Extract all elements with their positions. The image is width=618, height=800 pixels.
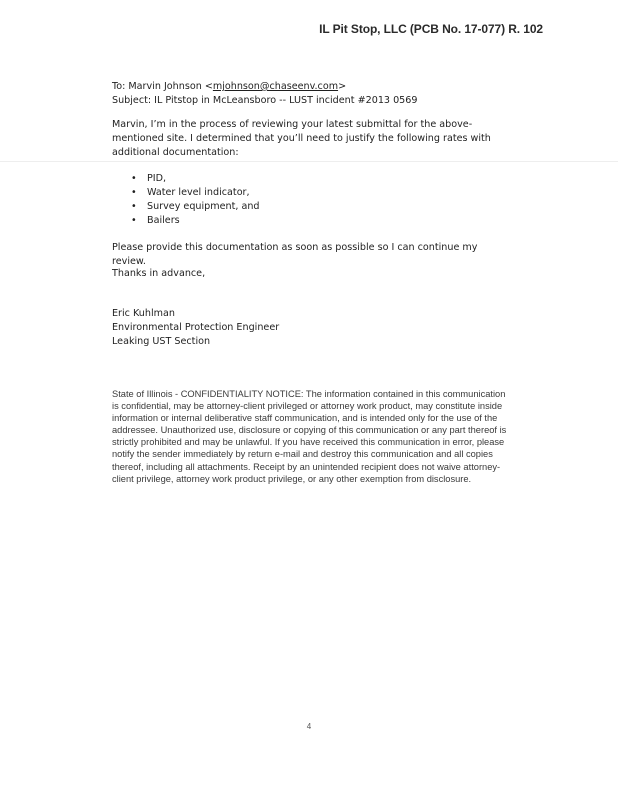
body-paragraph-2: Please provide this documentation as soon as possible so I can continue my review.: [112, 242, 478, 267]
bullet-icon: •: [131, 215, 137, 226]
to-label: To:: [112, 81, 129, 92]
to-name: Marvin Johnson: [128, 81, 202, 92]
signature-section: Leaking UST Section: [112, 336, 211, 347]
email-to-line: To: Marvin Johnson <mjohnson@chaseenv.com>: [112, 81, 347, 92]
body-paragraph-1: Marvin, I’m in the process of reviewing your latest submittal for the above-mentioned site. I determined that you’ll need to justify the following rates with additional documentation:: [112, 119, 491, 158]
page-number: 4: [306, 722, 312, 731]
signature-title: Environmental Protection Engineer: [112, 322, 280, 333]
confidentiality-notice: State of Illinois - CONFIDENTIALITY NOTICE: The information contained in this communication is confidential, may be attorney-client privileged or attorney work product, may constitute inside information or internal deliberative staff communication, and is intended only for the use of the addressee. Unauthorized use, disclosure or copying of this communication or any part thereof is strictly prohibited and may be unlawful. If you have received this communication in error, please notify the sender immediately by return e-mail and destroy this communication and all copies thereof, including all attachments. Receipt by an unintended recipient does not waive attorney-client privilege, attorney work product privilege, or any other exemption from disclosure.: [112, 389, 507, 484]
closing-line: Thanks in advance,: [112, 268, 206, 279]
signature-name: Eric Kuhlman: [112, 308, 175, 319]
list-item: • Survey equipment, and: [131, 201, 260, 212]
scan-artifact-line: [0, 161, 618, 162]
list-item: • Water level indicator,: [131, 187, 250, 198]
bullet-icon: •: [131, 187, 137, 198]
list-item: • Bailers: [131, 215, 180, 226]
list-item: • PID,: [131, 173, 167, 184]
bullet-icon: •: [131, 173, 137, 184]
signature-block: [112, 307, 512, 349]
email-subject-line: Subject: IL Pitstop in McLeansboro -- LUST incident #2013 0569: [112, 95, 418, 106]
rates-list: [131, 172, 260, 228]
to-email-address[interactable]: mjohnson@chaseenv.com: [212, 81, 339, 92]
page-header: IL Pit Stop, LLC (PCB No. 17-077) R. 102: [319, 22, 543, 36]
bullet-icon: •: [131, 201, 137, 212]
